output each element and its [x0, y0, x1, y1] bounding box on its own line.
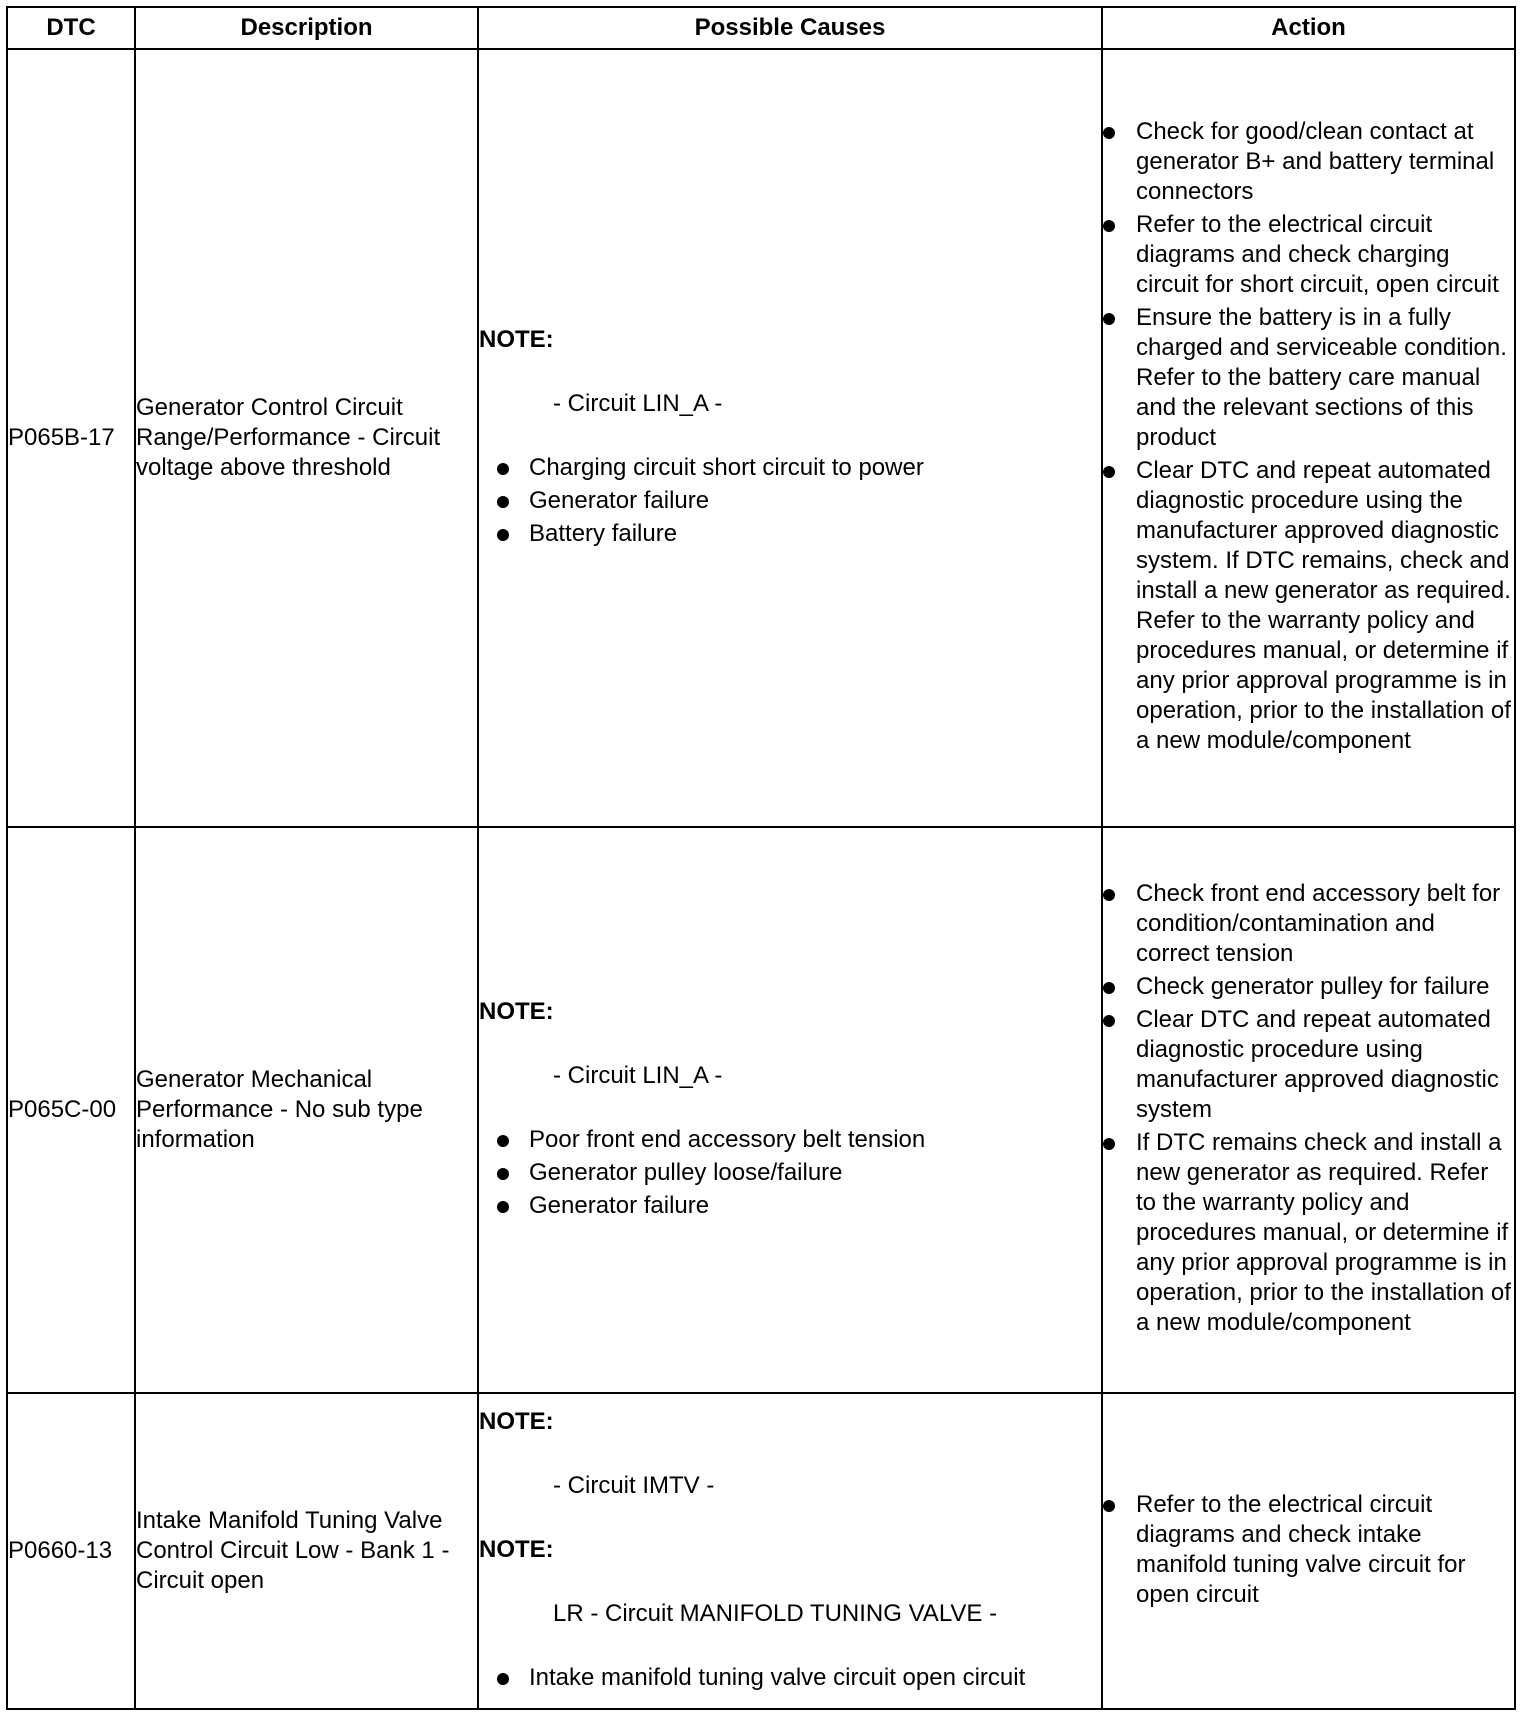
dtc-code: P065B-17: [7, 49, 135, 827]
list-item: Clear DTC and repeat automated diagnostic procedure using manufacturer approved diagnostic system: [1103, 1005, 1514, 1125]
action-list: [1103, 879, 1514, 1338]
cause-list: [497, 1663, 1101, 1693]
list-item: Generator failure: [497, 486, 1101, 516]
header-action: Action: [1102, 7, 1515, 49]
dtc-description: Intake Manifold Tuning Valve Control Circuit Low - Bank 1 - Circuit open: [135, 1393, 478, 1709]
table-row: [7, 49, 1515, 827]
list-item: If DTC remains check and install a new generator as required. Refer to the warranty policy and procedures manual, or determine if any prior approval programme is in operation, prior to the installation of a new module/component: [1103, 1128, 1514, 1338]
action-cell: [1102, 49, 1515, 827]
list-item: Check generator pulley for failure: [1103, 972, 1514, 1002]
action-list: [1103, 1490, 1514, 1610]
dtc-description: Generator Mechanical Performance - No sub type information: [135, 827, 478, 1393]
list-item: Check for good/clean contact at generator B+ and battery terminal connectors: [1103, 117, 1514, 207]
note-label: NOTE:: [479, 325, 554, 353]
list-item: Ensure the battery is in a fully charged and serviceable condition. Refer to the battery care manual and the relevant sections of this product: [1103, 303, 1514, 453]
header-description: Description: [135, 7, 478, 49]
list-item: Intake manifold tuning valve circuit open circuit: [497, 1663, 1101, 1693]
possible-causes-cell: [478, 49, 1102, 827]
list-item: Generator failure: [497, 1191, 1101, 1221]
cause-list: [497, 1125, 1101, 1221]
list-item: Battery failure: [497, 519, 1101, 549]
note-circuit: - Circuit IMTV -: [553, 1471, 715, 1499]
action-cell: [1102, 827, 1515, 1393]
header-row: [7, 7, 1515, 49]
action-list: [1103, 117, 1514, 756]
list-item: Poor front end accessory belt tension: [497, 1125, 1101, 1155]
note-circuit: LR - Circuit MANIFOLD TUNING VALVE -: [553, 1599, 998, 1627]
list-item: Clear DTC and repeat automated diagnostic procedure using the manufacturer approved diagnostic system. If DTC remains, check and install a new generator as required. Refer to the warranty policy and procedures manual, or determine if any prior approval programme is in operation, prior to the installation of a new module/component: [1103, 456, 1514, 756]
note-label: NOTE:: [479, 1535, 554, 1563]
possible-causes-cell: [478, 1393, 1102, 1709]
dtc-code: P0660-13: [7, 1393, 135, 1709]
header-dtc: DTC: [7, 7, 135, 49]
list-item: Generator pulley loose/failure: [497, 1158, 1101, 1188]
action-cell: [1102, 1393, 1515, 1709]
list-item: Check front end accessory belt for condition/contamination and correct tension: [1103, 879, 1514, 969]
list-item: Charging circuit short circuit to power: [497, 453, 1101, 483]
list-item: Refer to the electrical circuit diagrams and check intake manifold tuning valve circuit for open circuit: [1103, 1490, 1514, 1610]
dtc-code: P065C-00: [7, 827, 135, 1393]
note-label: NOTE:: [479, 1407, 554, 1435]
list-item: Refer to the electrical circuit diagrams and check charging circuit for short circuit, open circuit: [1103, 210, 1514, 300]
header-possible-causes: Possible Causes: [478, 7, 1102, 49]
note-circuit: - Circuit LIN_A -: [553, 389, 723, 417]
note-circuit: - Circuit LIN_A -: [553, 1061, 723, 1089]
table-row: [7, 1393, 1515, 1709]
cause-list: [497, 453, 1101, 549]
possible-causes-cell: [478, 827, 1102, 1393]
table-row: [7, 827, 1515, 1393]
note-label: NOTE:: [479, 997, 554, 1025]
dtc-table: [6, 6, 1516, 1710]
dtc-description: Generator Control Circuit Range/Performance - Circuit voltage above threshold: [135, 49, 478, 827]
